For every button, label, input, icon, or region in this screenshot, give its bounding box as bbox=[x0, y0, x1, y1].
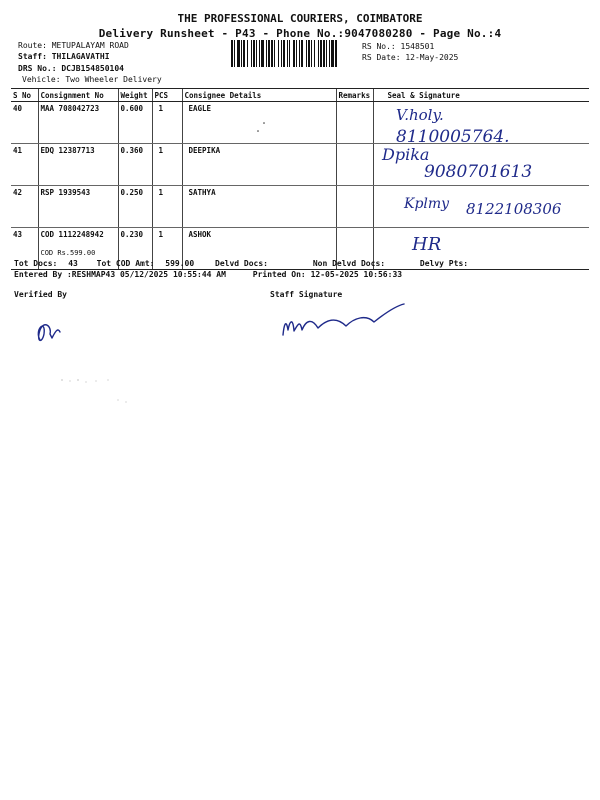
runsheet-title: Delivery Runsheet - P43 - Phone No.:9047080280 - Page No.:4 bbox=[98, 27, 502, 40]
col-seal-signature: Seal & Signature bbox=[373, 89, 589, 102]
cell-consignee: ASHOK bbox=[182, 228, 336, 270]
vehicle-value: Two Wheeler Delivery bbox=[65, 75, 162, 84]
cell-weight: 0.250 bbox=[118, 186, 152, 228]
tot-docs-label: Tot Docs: bbox=[14, 259, 58, 268]
rs-date-value: 12-May-2025 bbox=[405, 53, 459, 62]
handwritten-phone-40: 8110005764. bbox=[396, 127, 510, 147]
delvy-pts-label: Delvy Pts: bbox=[419, 259, 469, 268]
cell-pcs: 1 bbox=[152, 186, 182, 228]
handwritten-name-41: Dpika bbox=[382, 145, 430, 164]
staff-signature-label: Staff Signature bbox=[270, 290, 343, 299]
consignment-no: COD 1112248942 bbox=[40, 230, 104, 239]
rs-no-label: RS No.: bbox=[362, 42, 396, 51]
delvd-docs-label: Delvd Docs: bbox=[215, 259, 268, 268]
handwritten-mark-43: HR bbox=[412, 234, 442, 255]
rs-date-label: RS Date: bbox=[362, 53, 401, 62]
scan-specks bbox=[61, 379, 126, 402]
cell-weight: 0.360 bbox=[118, 144, 152, 186]
cell-consignment: EDQ 12387713 bbox=[38, 144, 118, 186]
col-consignment: Consignment No bbox=[38, 89, 118, 102]
cod-amount: COD Rs.599.00 bbox=[40, 249, 96, 257]
verified-by-label: Verified By bbox=[14, 290, 67, 299]
drs-label: DRS No.: bbox=[18, 64, 57, 73]
staff-value: THILAGAVATHI bbox=[51, 52, 110, 61]
cell-sno: 43 bbox=[11, 228, 38, 270]
cell-sno: 40 bbox=[11, 102, 38, 144]
entered-by-label: Entered By : bbox=[14, 270, 72, 279]
cell-weight: 0.600 bbox=[118, 102, 152, 144]
handwritten-phone-42: 8122108306 bbox=[466, 200, 562, 218]
col-remarks: Remarks bbox=[336, 89, 373, 102]
handwritten-name-42: Kplmy bbox=[404, 196, 450, 212]
cell-consignee: SATHYA bbox=[182, 186, 336, 228]
staff-label: Staff: bbox=[18, 52, 47, 61]
cell-pcs: 1 bbox=[152, 102, 182, 144]
vehicle-label: Vehicle: bbox=[22, 75, 61, 84]
cell-consignee: EAGLE bbox=[182, 102, 336, 144]
route-value: METUPALAYAM ROAD bbox=[51, 41, 129, 50]
route-label: Route: bbox=[18, 41, 47, 50]
col-consignee: Consignee Details bbox=[182, 89, 336, 102]
non-delvd-label: Non Delvd Docs: bbox=[312, 259, 386, 268]
company-name: THE PROFESSIONAL COURIERS, COIMBATORE bbox=[177, 12, 423, 25]
col-sno: S No bbox=[11, 89, 38, 102]
handwritten-name-40: V.holy. bbox=[396, 106, 444, 124]
cell-consignee: DEEPIKA bbox=[182, 144, 336, 186]
cell-sno: 42 bbox=[11, 186, 38, 228]
tot-docs-value: 43 bbox=[68, 259, 78, 268]
tot-cod-value: 599.00 bbox=[165, 259, 195, 268]
cell-pcs: 1 bbox=[152, 228, 182, 270]
rs-no-value: 1548501 bbox=[400, 42, 435, 51]
printed-on-value: 12-05-2025 10:56:33 bbox=[310, 270, 403, 279]
cell-weight: 0.230 bbox=[118, 228, 152, 270]
cell-consignment: MAA 708042723 bbox=[38, 102, 118, 144]
drs-value: DCJB154850104 bbox=[61, 64, 124, 73]
entered-by-value: RESHMAP43 05/12/2025 10:55:44 AM bbox=[71, 270, 226, 279]
cell-pcs: 1 bbox=[152, 144, 182, 186]
cell-sno: 41 bbox=[11, 144, 38, 186]
handwritten-phone-41: 9080701613 bbox=[424, 162, 533, 182]
printed-on-label: Printed On: bbox=[252, 270, 306, 279]
tot-cod-label: Tot COD Amt: bbox=[96, 259, 155, 268]
col-weight: Weight bbox=[118, 89, 152, 102]
col-pcs: PCS bbox=[152, 89, 182, 102]
cell-consignment: RSP 1939543 bbox=[38, 186, 118, 228]
